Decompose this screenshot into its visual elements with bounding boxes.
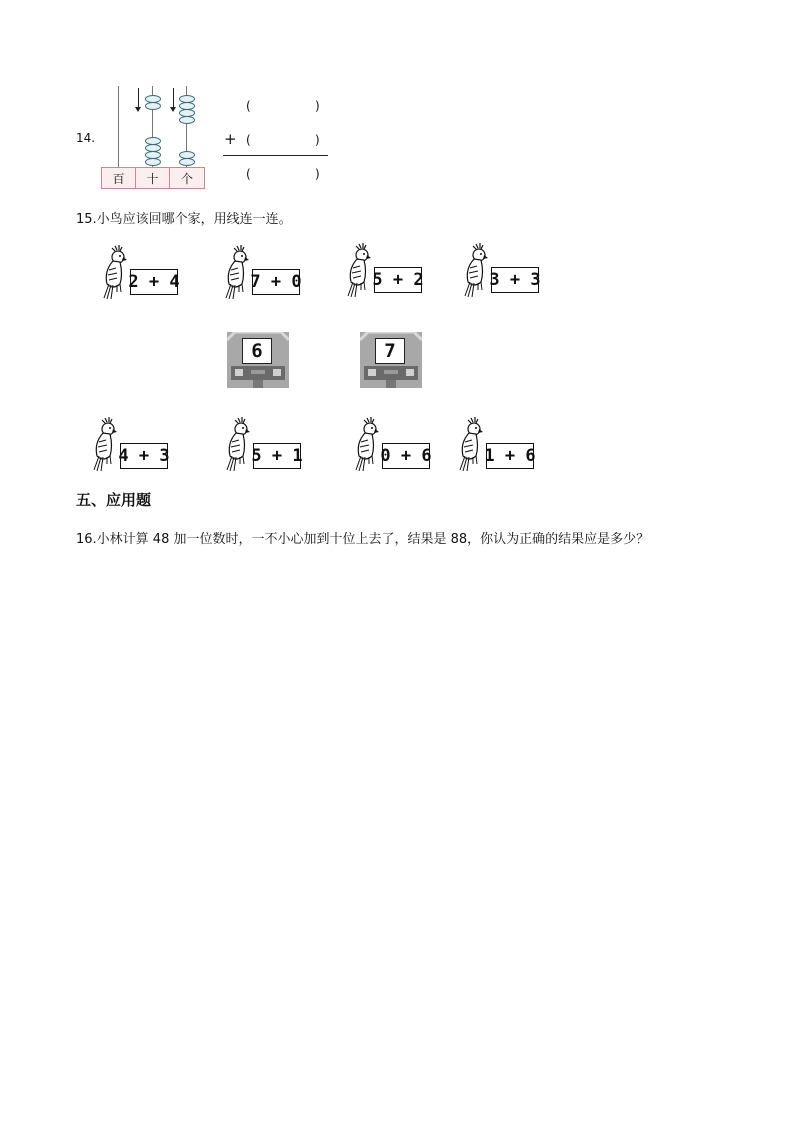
abacus-bead	[179, 116, 195, 124]
bird-icon	[223, 244, 249, 302]
paren-open: (	[246, 99, 251, 113]
place-label-tens: 十	[136, 168, 170, 188]
place-label-ones: 个	[180, 171, 193, 186]
paren-open: (	[246, 133, 251, 147]
house-number: 7	[375, 338, 405, 364]
bird-expression-card[interactable]: 1 + 6	[486, 443, 534, 469]
bird-icon	[457, 416, 483, 474]
bird-expression-card[interactable]: 3 + 3	[491, 267, 539, 293]
abacus-bead	[145, 102, 161, 110]
abacus-place-labels	[101, 167, 205, 189]
bird-expression-card[interactable]: 7 + 0	[252, 269, 300, 295]
place-label-hundreds: 百	[102, 168, 136, 188]
bird-icon	[353, 416, 379, 474]
bird-expression-card[interactable]: 5 + 2	[374, 267, 422, 293]
bird-icon	[91, 416, 117, 474]
house-number: 6	[242, 338, 272, 364]
plus-sign: +	[224, 130, 237, 148]
house-card[interactable]	[227, 332, 289, 388]
question-number: 14.	[76, 131, 96, 145]
section-title: 五、应用题	[76, 491, 152, 509]
bird-expression-card[interactable]: 2 + 4	[130, 269, 178, 295]
bird-icon	[101, 244, 127, 302]
abacus-bead	[145, 158, 161, 166]
paren-close: )	[315, 167, 320, 181]
arrow-down-icon	[138, 88, 139, 108]
bird-icon	[345, 242, 371, 300]
abacus-bead	[179, 158, 195, 166]
arrow-down-icon	[173, 88, 174, 108]
bird-expression-card[interactable]: 5 + 1	[253, 443, 301, 469]
bird-icon	[224, 416, 250, 474]
abacus-rod-hundreds	[118, 86, 119, 168]
bird-expression-card[interactable]: 0 + 6	[382, 443, 430, 469]
paren-open: (	[246, 167, 251, 181]
paren-close: )	[315, 133, 320, 147]
paren-close: )	[315, 99, 320, 113]
question-15-text: 15.小鸟应该回哪个家，用线连一连。	[76, 212, 292, 227]
house-card[interactable]	[360, 332, 422, 388]
bird-icon	[462, 242, 488, 300]
abacus	[0, 0, 794, 200]
bird-expression-card[interactable]: 4 + 3	[120, 443, 168, 469]
question-16-text: 16.小林计算 48 加一位数时，一不小心加到十位上去了，结果是 88，你认为正确的结果应是多少？	[76, 532, 650, 547]
sum-line	[223, 155, 328, 156]
